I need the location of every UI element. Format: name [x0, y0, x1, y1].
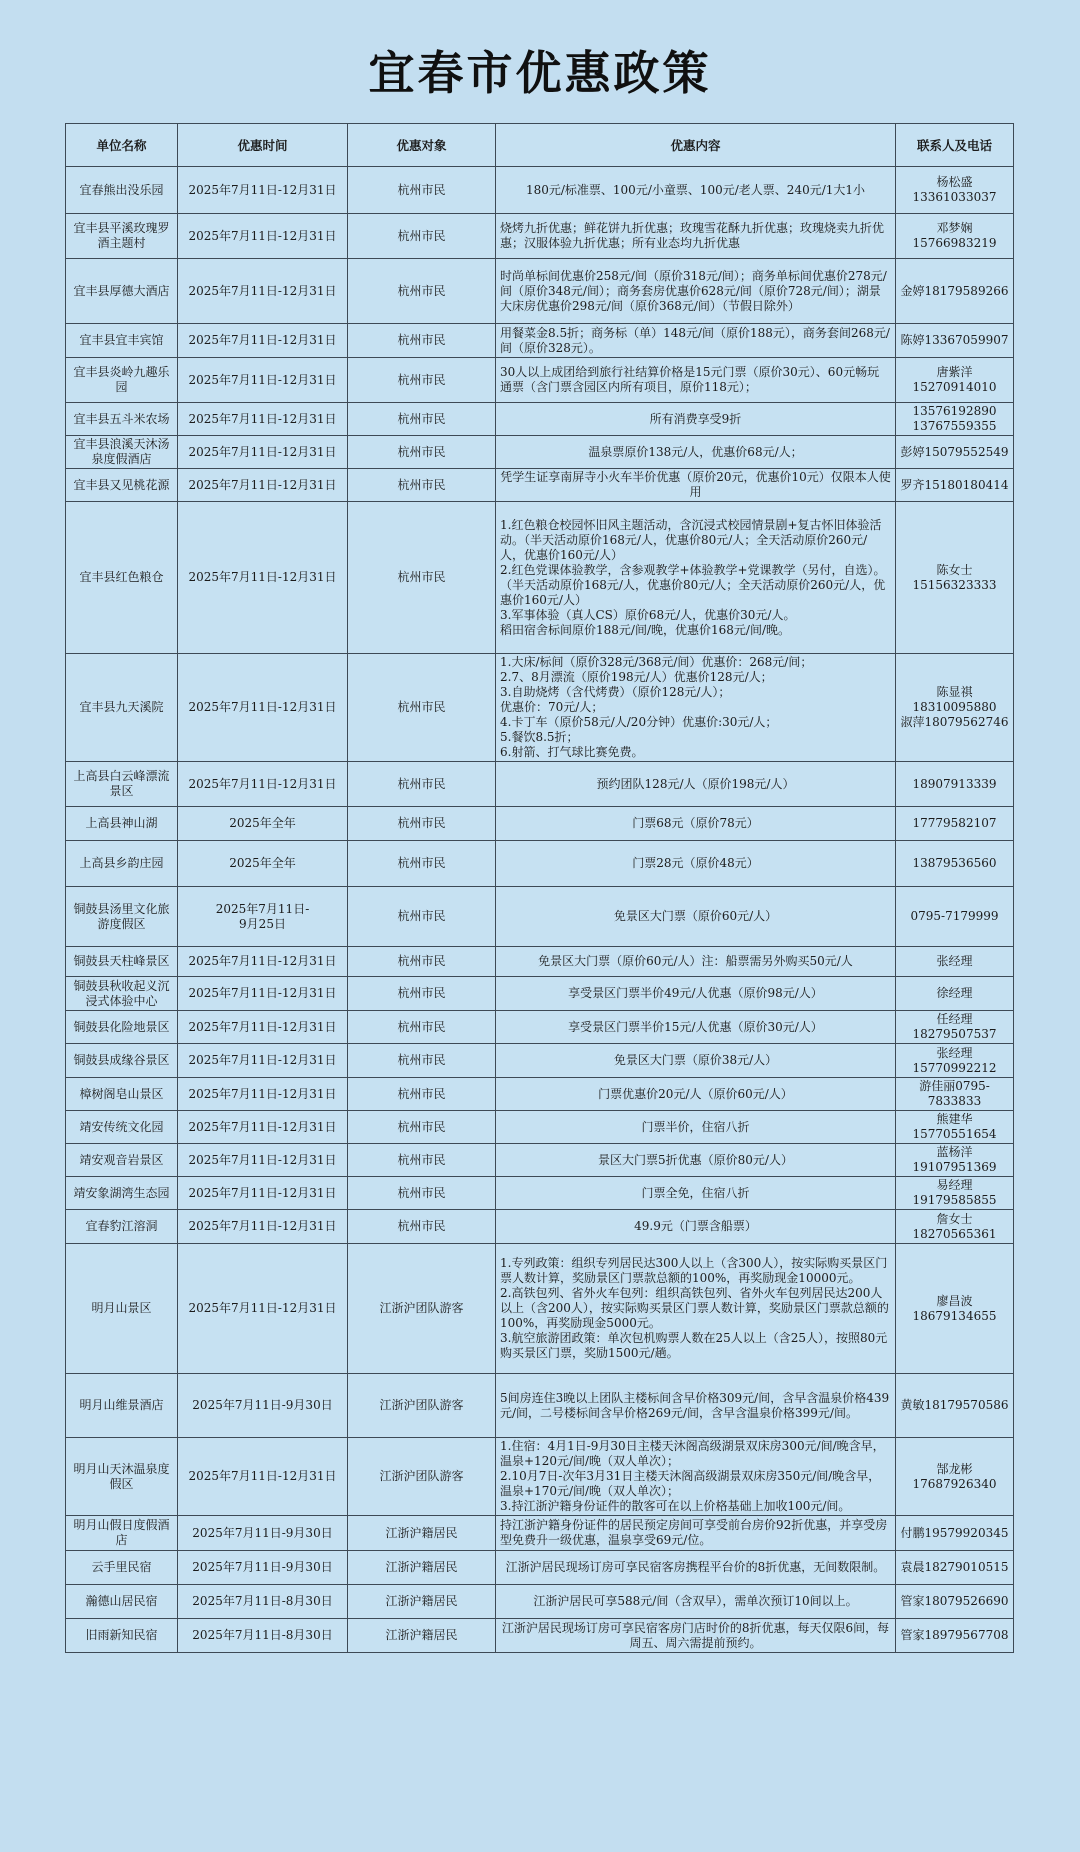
- time-cell: 2025年7月11日-12月31日: [178, 1111, 348, 1144]
- target-cell: 江浙沪团队游客: [348, 1438, 496, 1516]
- unit-name-cell: 瀚德山居民宿: [66, 1585, 178, 1619]
- content-cell: 1.大床/标间（原价328元/368元/间）优惠价：268元/间； 2.7、8月漂流（原价198元/人）优惠价128元/人； 3.自助烧烤（含代烤费）（原价128元/人）； 优惠价：70元/人； 4.卡丁车（原价58元/人/20分钟）优惠价:30元/人； 5.餐饮8.5折； 6.射箭、打气球比赛免费。: [496, 654, 896, 762]
- contact-cell: 13576192890 13767559355: [896, 403, 1014, 436]
- table-row: [66, 502, 1014, 654]
- target-cell: 杭州市民: [348, 1011, 496, 1044]
- time-cell: 2025年7月11日-9月30日: [178, 1551, 348, 1585]
- table-row: [66, 358, 1014, 403]
- time-cell: 2025年7月11日-12月31日: [178, 214, 348, 259]
- time-cell: 2025年7月11日-12月31日: [178, 324, 348, 358]
- target-cell: 杭州市民: [348, 807, 496, 841]
- time-cell: 2025年7月11日-12月31日: [178, 654, 348, 762]
- table-row: [66, 259, 1014, 324]
- table-row: [66, 403, 1014, 436]
- content-cell: 免景区大门票（原价60元/人）: [496, 887, 896, 947]
- unit-name-cell: 宜春熊出没乐园: [66, 167, 178, 214]
- contact-cell: 詹女士18270565361: [896, 1210, 1014, 1244]
- table-row: [66, 324, 1014, 358]
- content-cell: 180元/标准票、100元/小童票、100元/老人票、240元/1大1小: [496, 167, 896, 214]
- target-cell: 杭州市民: [348, 1210, 496, 1244]
- content-cell: 烧烤九折优惠；鲜花饼九折优惠；玫瑰雪花酥九折优惠；玫瑰烧卖九折优惠；汉服体验九折优惠；所有业态均九折优惠: [496, 214, 896, 259]
- target-cell: 江浙沪籍居民: [348, 1551, 496, 1585]
- content-cell: 1.专列政策：组织专列居民达300人以上（含300人），按实际购买景区门票人数计算，奖励景区门票款总额的100%，再奖励现金10000元。 2.高铁包列、省外火车包列：组织高铁包列、省外火车包列居民达200人以上（含200人），按实际购买景区门票人数计算，奖励景区门票款总额的100%，再奖励现金5000元。 3.航空旅游团政策：单次包机购票人数在25人以上（含25人），按照80元购买景区门票，奖励1500元/趟。: [496, 1244, 896, 1374]
- time-cell: 2025年全年: [178, 807, 348, 841]
- time-cell: 2025年7月11日-12月31日: [178, 1244, 348, 1374]
- time-cell: 2025年7月11日-12月31日: [178, 436, 348, 469]
- unit-name-cell: 靖安观音岩景区: [66, 1144, 178, 1177]
- target-cell: 杭州市民: [348, 1144, 496, 1177]
- contact-cell: 邓梦娴15766983219: [896, 214, 1014, 259]
- time-cell: 2025年7月11日-12月31日: [178, 762, 348, 807]
- target-cell: 杭州市民: [348, 403, 496, 436]
- time-cell: 2025年7月11日-12月31日: [178, 1011, 348, 1044]
- unit-name-cell: 铜鼓县成缘谷景区: [66, 1044, 178, 1078]
- target-cell: 杭州市民: [348, 654, 496, 762]
- contact-cell: 张经理15770992212: [896, 1044, 1014, 1078]
- contact-cell: 蓝杨洋19107951369: [896, 1144, 1014, 1177]
- target-cell: 杭州市民: [348, 841, 496, 887]
- unit-name-cell: 上高县神山湖: [66, 807, 178, 841]
- time-cell: 2025年7月11日-12月31日: [178, 1438, 348, 1516]
- contact-cell: 17779582107: [896, 807, 1014, 841]
- content-cell: 门票半价，住宿八折: [496, 1111, 896, 1144]
- contact-cell: 任经理18279507537: [896, 1011, 1014, 1044]
- content-cell: 门票68元（原价78元）: [496, 807, 896, 841]
- content-cell: 所有消费享受9折: [496, 403, 896, 436]
- target-cell: 江浙沪籍居民: [348, 1619, 496, 1653]
- table-row: [66, 1244, 1014, 1374]
- unit-name-cell: 旧雨新知民宿: [66, 1619, 178, 1653]
- time-cell: 2025年7月11日-12月31日: [178, 167, 348, 214]
- header-unit-name: 单位名称: [66, 124, 178, 167]
- unit-name-cell: 靖安象湖湾生态园: [66, 1177, 178, 1210]
- unit-name-cell: 宜春豹江溶洞: [66, 1210, 178, 1244]
- time-cell: 2025年7月11日-8月30日: [178, 1585, 348, 1619]
- contact-cell: 金婷18179589266: [896, 259, 1014, 324]
- content-cell: 门票优惠价20元/人（原价60元/人）: [496, 1078, 896, 1111]
- table-row: [66, 214, 1014, 259]
- table-row: [66, 1078, 1014, 1111]
- page-title: 宜春市优惠政策: [368, 46, 712, 100]
- contact-cell: 熊建华15770551654: [896, 1111, 1014, 1144]
- contact-cell: 唐紫洋15270914010: [896, 358, 1014, 403]
- header-time: 优惠时间: [178, 124, 348, 167]
- time-cell: 2025年7月11日-9月30日: [178, 1374, 348, 1438]
- policy-table: [65, 123, 1014, 1653]
- table-row: [66, 977, 1014, 1011]
- unit-name-cell: 明月山假日度假酒店: [66, 1516, 178, 1551]
- unit-name-cell: 宜丰县五斗米农场: [66, 403, 178, 436]
- table-row: [66, 1619, 1014, 1653]
- time-cell: 2025年7月11日-8月30日: [178, 1619, 348, 1653]
- target-cell: 杭州市民: [348, 1177, 496, 1210]
- contact-cell: 13879536560: [896, 841, 1014, 887]
- contact-cell: 游佳丽0795-7833833: [896, 1078, 1014, 1111]
- time-cell: 2025年7月11日-12月31日: [178, 977, 348, 1011]
- target-cell: 杭州市民: [348, 436, 496, 469]
- time-cell: 2025年7月11日-12月31日: [178, 358, 348, 403]
- table-row: [66, 1585, 1014, 1619]
- target-cell: 杭州市民: [348, 1111, 496, 1144]
- target-cell: 杭州市民: [348, 358, 496, 403]
- content-cell: 免景区大门票（原价60元/人）注：船票需另外购买50元/人: [496, 947, 896, 977]
- unit-name-cell: 宜丰县厚德大酒店: [66, 259, 178, 324]
- unit-name-cell: 上高县乡韵庄园: [66, 841, 178, 887]
- target-cell: 杭州市民: [348, 167, 496, 214]
- content-cell: 49.9元（门票含船票）: [496, 1210, 896, 1244]
- contact-cell: 张经理: [896, 947, 1014, 977]
- content-cell: 用餐菜金8.5折；商务标（单）148元/间（原价188元），商务套间268元/间（原价328元）。: [496, 324, 896, 358]
- table-row: [66, 1111, 1014, 1144]
- contact-cell: 袁晨18279010515: [896, 1551, 1014, 1585]
- table-row: [66, 1144, 1014, 1177]
- content-cell: 1.红色粮仓校园怀旧风主题活动，含沉浸式校园情景剧+复古怀旧体验活动。（半天活动原价168元/人，优惠价80元/人；全天活动原价260元/人，优惠价160元/人） 2.红色党课体验教学，含参观教学+体验教学+党课教学（另付，自选）。（半天活动原价168元/人，优惠价80元/人；全天活动原价260元/人，优惠价160元/人） 3.军事体验（真人CS）原价68元/人，优惠价30元/人。 稻田宿舍标间原价188元/间/晚，优惠价168元/间/晚。: [496, 502, 896, 654]
- unit-name-cell: 宜丰县九天溪院: [66, 654, 178, 762]
- table-row: [66, 841, 1014, 887]
- content-cell: 江浙沪居民现场订房可享民宿客房携程平台价的8折优惠，无间数限制。: [496, 1551, 896, 1585]
- time-cell: 2025年7月11日-12月31日: [178, 1177, 348, 1210]
- target-cell: 杭州市民: [348, 502, 496, 654]
- contact-cell: 0795-7179999: [896, 887, 1014, 947]
- target-cell: 杭州市民: [348, 887, 496, 947]
- contact-cell: 陈婷13367059907: [896, 324, 1014, 358]
- unit-name-cell: 铜鼓县汤里文化旅游度假区: [66, 887, 178, 947]
- content-cell: 持江浙沪籍身份证件的居民预定房间可享受前台房价92折优惠，并享受房型免费升一级优惠，温泉享受69元/位。: [496, 1516, 896, 1551]
- table-row: [66, 1044, 1014, 1078]
- contact-cell: 郜龙彬 17687926340: [896, 1438, 1014, 1516]
- time-cell: 2025年7月11日-12月31日: [178, 1044, 348, 1078]
- contact-cell: 管家18979567708: [896, 1619, 1014, 1653]
- content-cell: 免景区大门票（原价38元/人）: [496, 1044, 896, 1078]
- target-cell: 江浙沪团队游客: [348, 1244, 496, 1374]
- table-row: [66, 887, 1014, 947]
- table-row: [66, 1177, 1014, 1210]
- content-cell: 享受景区门票半价15元/人优惠（原价30元/人）: [496, 1011, 896, 1044]
- time-cell: 2025年7月11日-12月31日: [178, 1210, 348, 1244]
- contact-cell: 付鹏19579920345: [896, 1516, 1014, 1551]
- table-row: [66, 807, 1014, 841]
- target-cell: 杭州市民: [348, 977, 496, 1011]
- contact-cell: 黄敏18179570586: [896, 1374, 1014, 1438]
- table-row: [66, 1516, 1014, 1551]
- target-cell: 江浙沪籍居民: [348, 1585, 496, 1619]
- table-row: [66, 654, 1014, 762]
- table-row: [66, 1438, 1014, 1516]
- contact-cell: 杨松盛13361033037: [896, 167, 1014, 214]
- unit-name-cell: 樟树阁皂山景区: [66, 1078, 178, 1111]
- contact-cell: 彭婷15079552549: [896, 436, 1014, 469]
- time-cell: 2025年7月11日- 9月25日: [178, 887, 348, 947]
- header-target: 优惠对象: [348, 124, 496, 167]
- time-cell: 2025年7月11日-12月31日: [178, 259, 348, 324]
- unit-name-cell: 明月山景区: [66, 1244, 178, 1374]
- table-row: [66, 762, 1014, 807]
- time-cell: 2025年7月11日-9月30日: [178, 1516, 348, 1551]
- unit-name-cell: 宜丰县红色粮仓: [66, 502, 178, 654]
- content-cell: 预约团队128元/人（原价198元/人）: [496, 762, 896, 807]
- time-cell: 2025年7月11日-12月31日: [178, 403, 348, 436]
- content-cell: 门票全免，住宿八折: [496, 1177, 896, 1210]
- unit-name-cell: 宜丰县宜丰宾馆: [66, 324, 178, 358]
- contact-cell: 罗齐15180180414: [896, 469, 1014, 502]
- content-cell: 30人以上成团给到旅行社结算价格是15元门票（原价30元）、60元畅玩通票（含门票含园区内所有项目，原价118元）；: [496, 358, 896, 403]
- contact-cell: 陈显祺18310095880 淑萍18079562746: [896, 654, 1014, 762]
- target-cell: 杭州市民: [348, 762, 496, 807]
- target-cell: 杭州市民: [348, 1078, 496, 1111]
- unit-name-cell: 铜鼓县秋收起义沉浸式体验中心: [66, 977, 178, 1011]
- table-row: [66, 167, 1014, 214]
- target-cell: 杭州市民: [348, 1044, 496, 1078]
- content-cell: 景区大门票5折优惠（原价80元/人）: [496, 1144, 896, 1177]
- table-row: [66, 1210, 1014, 1244]
- unit-name-cell: 铜鼓县化险地景区: [66, 1011, 178, 1044]
- table-row: [66, 1011, 1014, 1044]
- unit-name-cell: 明月山天沐温泉度假区: [66, 1438, 178, 1516]
- unit-name-cell: 上高县白云峰漂流景区: [66, 762, 178, 807]
- unit-name-cell: 靖安传统文化园: [66, 1111, 178, 1144]
- target-cell: 杭州市民: [348, 324, 496, 358]
- unit-name-cell: 宜丰县浪溪天沐汤泉度假酒店: [66, 436, 178, 469]
- target-cell: 杭州市民: [348, 259, 496, 324]
- contact-cell: 18907913339: [896, 762, 1014, 807]
- time-cell: 2025年7月11日-12月31日: [178, 1144, 348, 1177]
- header-contact: 联系人及电话: [896, 124, 1014, 167]
- table-row: [66, 436, 1014, 469]
- content-cell: 1.住宿：4月1日-9月30日主楼天沐阁高级湖景双床房300元/间/晚含早，温泉+120元/间/晚（双人单次）； 2.10月7日-次年3月31日主楼天沐阁高级湖景双床房350元/间/晚含早，温泉+170元/间/晚（双人单次）； 3.持江浙沪籍身份证件的散客可在以上价格基础上加收100元/间。: [496, 1438, 896, 1516]
- target-cell: 杭州市民: [348, 947, 496, 977]
- target-cell: 江浙沪团队游客: [348, 1374, 496, 1438]
- time-cell: 2025年7月11日-12月31日: [178, 1078, 348, 1111]
- time-cell: 2025年7月11日-12月31日: [178, 502, 348, 654]
- contact-cell: 陈女士15156323333: [896, 502, 1014, 654]
- content-cell: 凭学生证享南屏寺小火车半价优惠（原价20元，优惠价10元）仅限本人使用: [496, 469, 896, 502]
- target-cell: 江浙沪籍居民: [348, 1516, 496, 1551]
- unit-name-cell: 宜丰县又见桃花源: [66, 469, 178, 502]
- unit-name-cell: 宜丰县平溪玫瑰罗酒主题村: [66, 214, 178, 259]
- unit-name-cell: 明月山维景酒店: [66, 1374, 178, 1438]
- unit-name-cell: 云手里民宿: [66, 1551, 178, 1585]
- content-cell: 江浙沪居民可享588元/间（含双早），需单次预订10间以上。: [496, 1585, 896, 1619]
- contact-cell: 徐经理: [896, 977, 1014, 1011]
- content-cell: 江浙沪居民现场订房可享民宿客房门店时价的8折优惠，每天仅限6间，每周五、周六需提前预约。: [496, 1619, 896, 1653]
- content-cell: 5间房连住3晚以上团队主楼标间含早价格309元/间，含早含温泉价格439元/间，二号楼标间含早价格269元/间，含早含温泉价格399元/间。: [496, 1374, 896, 1438]
- contact-cell: 廖昌波18679134655: [896, 1244, 1014, 1374]
- time-cell: 2025年7月11日-12月31日: [178, 947, 348, 977]
- header-content: 优惠内容: [496, 124, 896, 167]
- content-cell: 时尚单标间优惠价258元/间（原价318元/间）；商务单标间优惠价278元/间（原价348元/间）；商务套房优惠价628元/间（原价728元/间）；湖景大床房优惠价298元/间（原价368元/间）（节假日除外）: [496, 259, 896, 324]
- table-header-row: [66, 124, 1014, 167]
- unit-name-cell: 宜丰县炎岭九趣乐园: [66, 358, 178, 403]
- time-cell: 2025年全年: [178, 841, 348, 887]
- content-cell: 门票28元（原价48元）: [496, 841, 896, 887]
- content-cell: 享受景区门票半价49元/人优惠（原价98元/人）: [496, 977, 896, 1011]
- target-cell: 杭州市民: [348, 469, 496, 502]
- contact-cell: 易经理19179585855: [896, 1177, 1014, 1210]
- target-cell: 杭州市民: [348, 214, 496, 259]
- table-row: [66, 469, 1014, 502]
- contact-cell: 管家18079526690: [896, 1585, 1014, 1619]
- table-row: [66, 947, 1014, 977]
- content-cell: 温泉票原价138元/人，优惠价68元/人；: [496, 436, 896, 469]
- unit-name-cell: 铜鼓县天柱峰景区: [66, 947, 178, 977]
- table-row: [66, 1551, 1014, 1585]
- time-cell: 2025年7月11日-12月31日: [178, 469, 348, 502]
- table-row: [66, 1374, 1014, 1438]
